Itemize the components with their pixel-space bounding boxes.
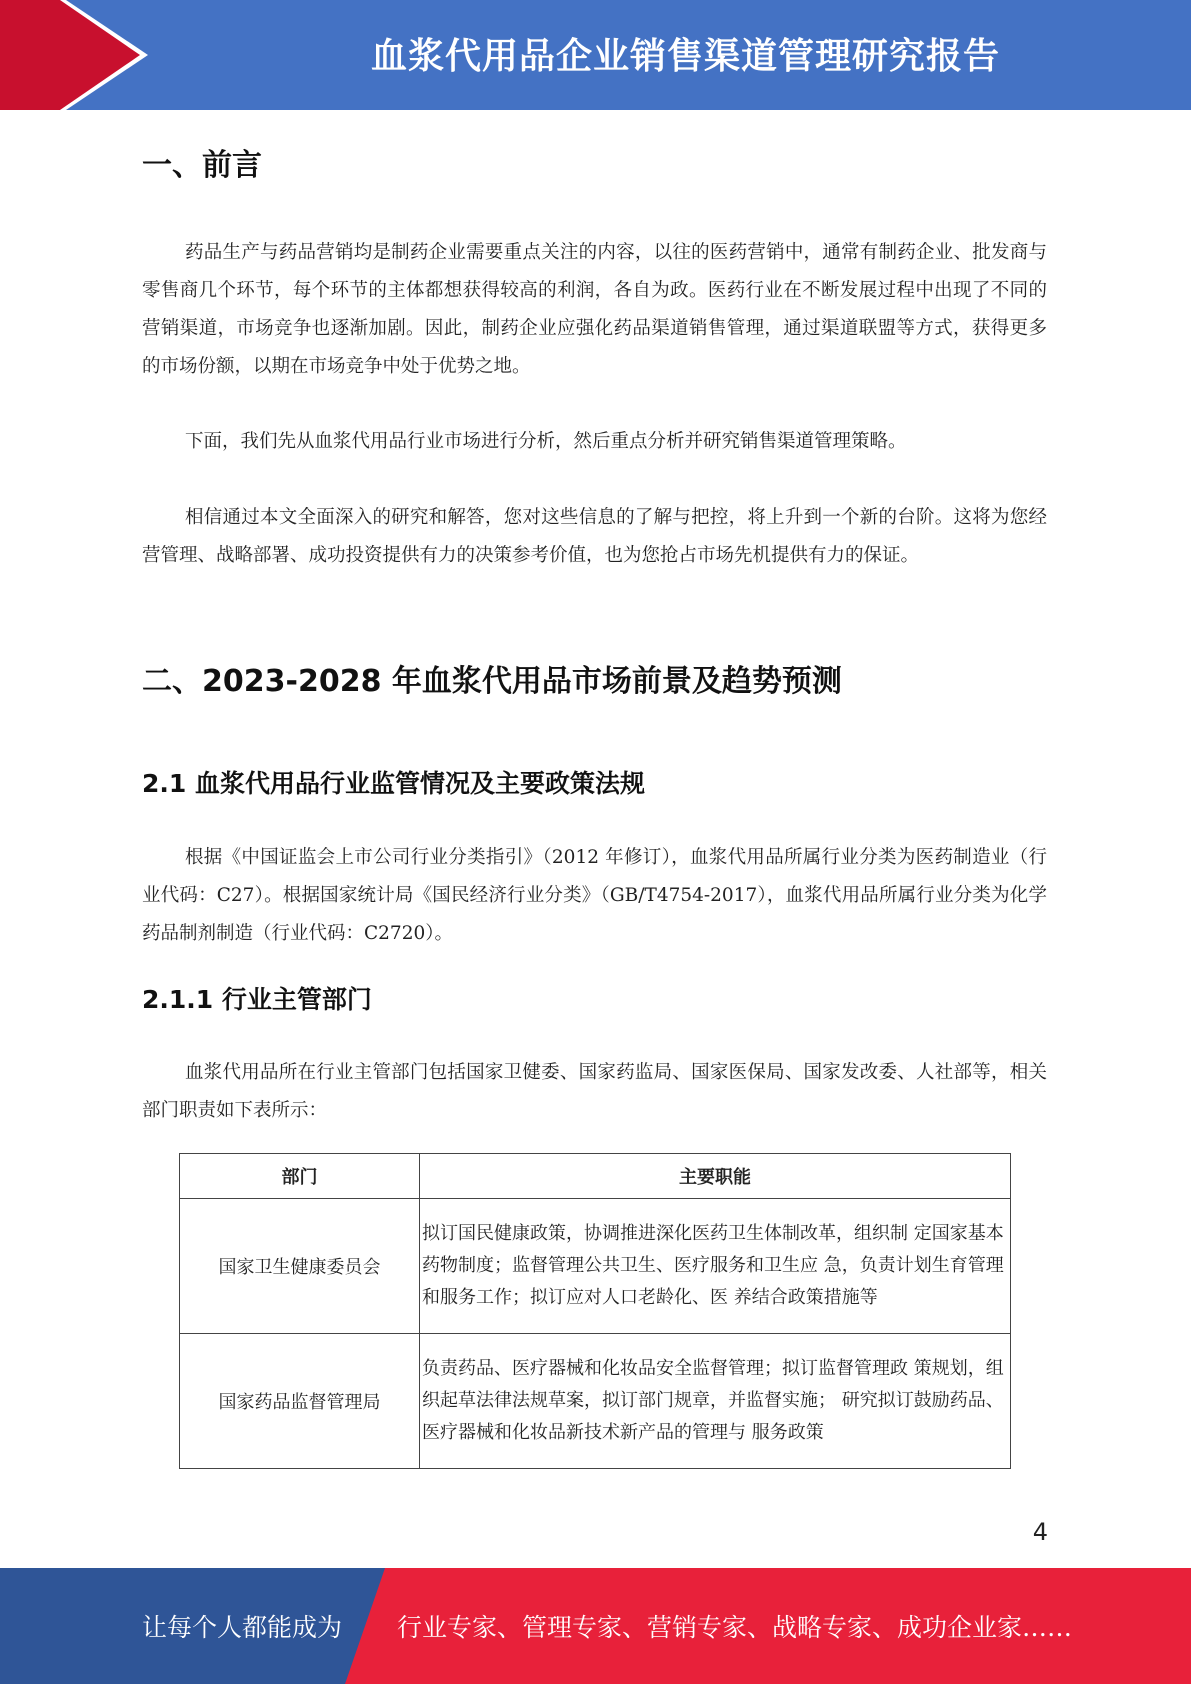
- subsection-heading-2-1-1: 2.1.1 行业主管部门: [142, 985, 372, 1014]
- subsection-heading-2-1: 2.1 血浆代用品行业监管情况及主要政策法规: [142, 769, 645, 798]
- section-heading-market-outlook: 二、2023-2028 年血浆代用品市场前景及趋势预测: [142, 664, 842, 699]
- subsection-2-1-1-paragraph: 血浆代用品所在行业主管部门包括国家卫健委、国家药监局、国家医保局、国家发改委、人社部等，相关部门职责如下表所示：: [142, 1062, 1047, 1121]
- table-row: [180, 1334, 1011, 1469]
- preface-paragraph-3: 相信通过本文全面深入的研究和解答，您对这些信息的了解与把控，将上升到一个新的台阶。这将为您经营管理、战略部署、成功投资提供有力的决策参考价值，也为您抢占市场先机提供有力的保证。: [142, 507, 1047, 566]
- table-row: [180, 1199, 1011, 1334]
- table-cell-func: 拟订国民健康政策，协调推进深化医药卫生体制改革，组织制 定国家基本药物制度；监督管理公共卫生、医疗服务和卫生应 急，负责计划生育管理和服务工作；拟订应对人口老龄化、医 养结合政策措施等: [420, 1199, 1011, 1334]
- header-banner: [0, 0, 1191, 110]
- page-number: 4: [1032, 1518, 1048, 1546]
- footer-slogan-right: 行业专家、管理专家、营销专家、战略专家、成功企业家……: [397, 1613, 1073, 1642]
- table-header-row: [180, 1154, 1011, 1199]
- table-cell-dept: 国家药品监督管理局: [180, 1334, 420, 1469]
- footer-slogan-left: 让每个人都能成为: [142, 1613, 343, 1642]
- department-table: [179, 1153, 1011, 1469]
- preface-paragraph-2: 下面，我们先从血浆代用品行业市场进行分析，然后重点分析并研究销售渠道管理策略。: [185, 431, 907, 452]
- table-cell-func: 负责药品、医疗器械和化妆品安全监督管理；拟订监督管理政 策规划，组织起草法律法规草案，拟订部门规章，并监督实施； 研究拟订鼓励药品、医疗器械和化妆品新技术新产品的管理与 服务政策: [420, 1334, 1011, 1469]
- document-title: 血浆代用品企业销售渠道管理研究报告: [370, 35, 1000, 77]
- table-header-func: 主要职能: [420, 1154, 1011, 1199]
- chevron-arrow-icon: [0, 0, 160, 110]
- preface-paragraph-1: 药品生产与药品营销均是制药企业需要重点关注的内容，以往的医药营销中，通常有制药企业、批发商与零售商几个环节，每个环节的主体都想获得较高的利润，各自为政。医药行业在不断发展过程中出现了不同的营销渠道，市场竞争也逐渐加剧。因此，制药企业应强化药品渠道销售管理，通过渠道联盟等方式，获得更多的市场份额，以期在市场竞争中处于优势之地。: [142, 242, 1047, 377]
- footer-banner: [0, 1568, 1191, 1684]
- table-cell-dept: 国家卫生健康委员会: [180, 1199, 420, 1334]
- subsection-2-1-paragraph: 根据《中国证监会上市公司行业分类指引》（2012 年修订），血浆代用品所属行业分类为医药制造业（行业代码：C27）。根据国家统计局《国民经济行业分类》（GB/T4754-2017），血浆代用品所属行业分类为化学药品制剂制造（行业代码：C2720）。: [142, 847, 1047, 944]
- table-header-dept: 部门: [180, 1154, 420, 1199]
- section-heading-preface: 一、前言: [142, 148, 262, 183]
